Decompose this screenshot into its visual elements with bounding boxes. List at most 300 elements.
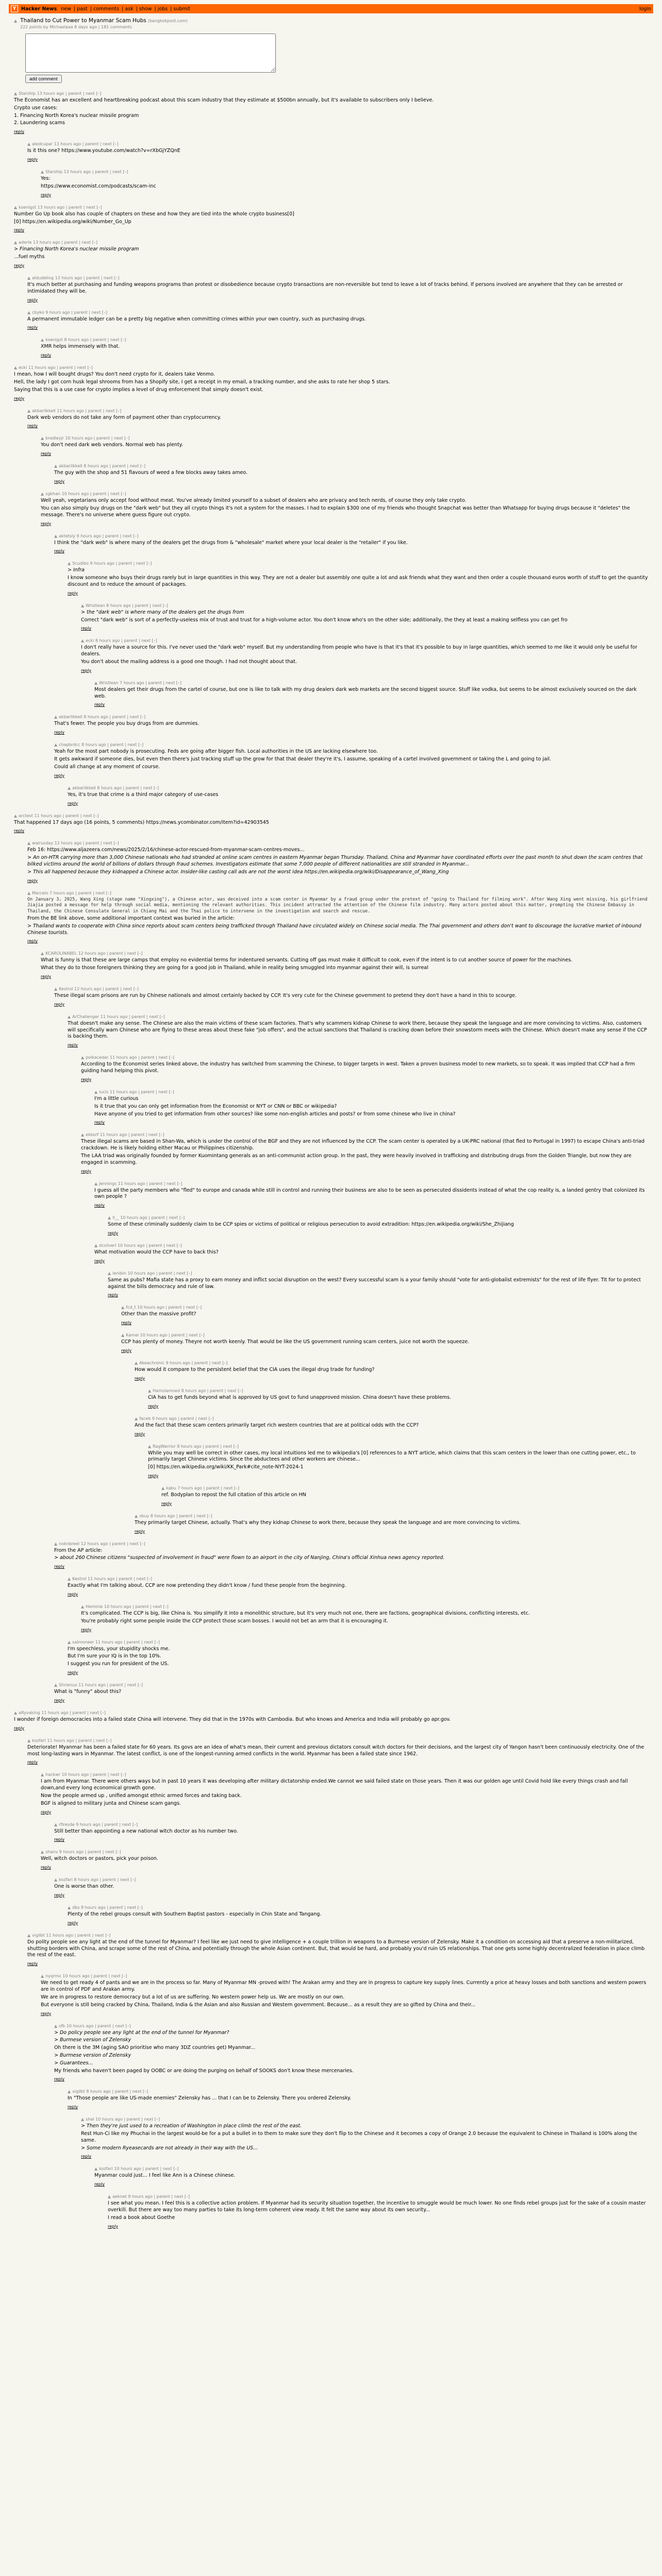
comment-user[interactable]: walrusday bbox=[32, 841, 54, 846]
reply-link[interactable]: reply bbox=[94, 2182, 105, 2187]
comment-age[interactable]: 10 hours ago | parent | next [–] bbox=[136, 1305, 202, 1310]
reply-link[interactable]: reply bbox=[148, 1473, 159, 1478]
nav-jobs[interactable]: jobs bbox=[157, 6, 168, 12]
comment-user[interactable]: Heminie bbox=[86, 1604, 103, 1609]
comment-age[interactable]: 11 hours ago | parent | next [–] bbox=[86, 1577, 152, 1582]
comment-age[interactable]: 10 hours ago | parent | next [–] bbox=[103, 1604, 169, 1609]
comment-user[interactable]: Kestrol bbox=[72, 1577, 87, 1582]
comment-upvote-icon[interactable]: ▲ bbox=[54, 987, 58, 992]
comment-user[interactable]: vigilbt bbox=[32, 1933, 45, 1938]
comment-user[interactable]: arctest bbox=[19, 813, 33, 818]
comment-user[interactable]: ArChallenger bbox=[72, 1014, 100, 1019]
comment-user[interactable]: aeknet bbox=[112, 2194, 127, 2199]
comment-age[interactable]: 11 hours ago | parent | next [–] bbox=[32, 813, 99, 818]
comment-textarea[interactable] bbox=[25, 33, 276, 73]
comment-age[interactable]: 9 hours ago | parent | next [–] bbox=[58, 1850, 121, 1855]
reply-link[interactable]: reply bbox=[94, 702, 105, 707]
comment-user[interactable]: vigilbt bbox=[72, 2089, 85, 2094]
comment-user[interactable]: aRyvaking bbox=[19, 1710, 40, 1715]
comment-paragraph: What is funny is that these are large camps that employ no evidential terms for indentured servants. Cutting off gas must make it difficult to cook, even if the intent is to cut another source of power for the machines. bbox=[41, 957, 573, 963]
comment-upvote-icon[interactable]: ▲ bbox=[41, 1850, 44, 1855]
comment-age[interactable]: 8 hours ago | parent | next [–] bbox=[72, 1877, 136, 1883]
comment-upvote-icon[interactable]: ▲ bbox=[68, 1639, 71, 1645]
comment bbox=[135, 1361, 648, 1381]
comment-age[interactable]: 12 hours ago | parent | next [–] bbox=[77, 951, 143, 956]
reply-link[interactable]: reply bbox=[81, 1168, 92, 1174]
comment-age[interactable]: 10 hours ago | parent | next [–] bbox=[116, 1243, 182, 1248]
reply-link[interactable]: reply bbox=[41, 451, 52, 456]
comment-user[interactable]: fcd_t bbox=[126, 1305, 136, 1310]
reply-link[interactable]: reply bbox=[41, 192, 52, 197]
comment-age[interactable]: 8 hours ago | parent | next [–] bbox=[94, 638, 157, 643]
reply-link[interactable]: reply bbox=[27, 939, 38, 944]
reply-link[interactable]: reply bbox=[108, 1293, 119, 1298]
reply-link[interactable]: reply bbox=[68, 801, 78, 806]
comment-upvote-icon[interactable]: ▲ bbox=[14, 1710, 18, 1715]
comment-user[interactable]: koenigst bbox=[19, 205, 36, 210]
reply-link[interactable]: reply bbox=[81, 668, 92, 673]
comment-age[interactable]: 11 hours ago | parent | next [–] bbox=[77, 1683, 143, 1688]
comment-upvote-icon[interactable]: ▲ bbox=[14, 91, 18, 96]
comment-age[interactable]: 12 hours ago | parent | next [–] bbox=[79, 1541, 145, 1546]
comment-user[interactable]: ll__ bbox=[112, 1215, 119, 1221]
reply-link[interactable]: reply bbox=[108, 2224, 119, 2229]
comment-age[interactable]: 8 hours ago | parent | next [–] bbox=[79, 1905, 143, 1910]
comment-upvote-icon[interactable]: ▲ bbox=[108, 1270, 111, 1276]
comment-age[interactable]: 9 hours ago | parent | next [–] bbox=[126, 2194, 190, 2199]
reply-link[interactable]: reply bbox=[121, 1320, 132, 1326]
comment-paragraph: I'm a little curious bbox=[94, 1095, 139, 1101]
nav-past[interactable]: past bbox=[77, 6, 88, 12]
comment-user[interactable]: dbs bbox=[72, 1905, 80, 1910]
comment-upvote-icon[interactable]: ▲ bbox=[68, 2089, 71, 2094]
reply-link[interactable]: reply bbox=[68, 1670, 78, 1675]
comment-upvote-icon[interactable]: ▲ bbox=[27, 408, 31, 413]
comment-age[interactable]: 11 hours ago | parent | next [–] bbox=[98, 1132, 164, 1138]
comment-age[interactable]: 10 hours ago | parent | next [–] bbox=[119, 1215, 185, 1221]
reply-link[interactable]: reply bbox=[14, 1725, 25, 1731]
comment-tree bbox=[14, 91, 648, 2229]
comment-user[interactable]: Kamei bbox=[126, 1333, 139, 1338]
comment-upvote-icon[interactable]: ▲ bbox=[121, 1305, 125, 1310]
comment-text bbox=[108, 1277, 648, 1291]
comment-user[interactable]: akbarlikkell bbox=[32, 408, 56, 413]
reply-link[interactable]: reply bbox=[81, 626, 92, 631]
reply-link[interactable]: reply bbox=[41, 353, 52, 358]
comment-user[interactable]: Hamslamned bbox=[153, 1388, 180, 1393]
comment-age[interactable]: 9 hours ago | parent | next [–] bbox=[75, 533, 139, 538]
comment-upvote-icon[interactable]: ▲ bbox=[68, 1905, 71, 1910]
comment-user[interactable]: KCAROLINABEL bbox=[45, 951, 77, 956]
comment-header bbox=[27, 1933, 648, 1938]
comment-user[interactable]: chapbrdcc bbox=[59, 742, 80, 748]
reply-link[interactable]: reply bbox=[94, 1258, 105, 1263]
reply-link[interactable]: reply bbox=[68, 1592, 78, 1597]
comment bbox=[27, 841, 648, 883]
reply-link[interactable]: reply bbox=[14, 828, 25, 834]
nav-submit[interactable]: submit bbox=[173, 6, 190, 12]
comment-age[interactable]: 8 hours ago | parent | next [–] bbox=[85, 2089, 148, 2094]
comment bbox=[41, 1772, 648, 1815]
comment-user[interactable]: shal bbox=[86, 2117, 94, 2122]
comment-user[interactable]: shanv bbox=[45, 1850, 58, 1855]
comment-text bbox=[148, 1450, 648, 1471]
comment-user[interactable]: polkacedar bbox=[86, 1055, 109, 1060]
reply-link[interactable]: reply bbox=[135, 1376, 145, 1381]
comment-user[interactable]: dcsilverl bbox=[99, 1243, 117, 1248]
comment-text bbox=[81, 1061, 648, 1075]
comment-user[interactable]: bradleyjr bbox=[45, 436, 64, 441]
comment-text bbox=[135, 1422, 648, 1429]
comment-age[interactable]: 13 hours ago | parent | next [–] bbox=[31, 240, 97, 245]
reply-link[interactable]: reply bbox=[54, 479, 65, 484]
reply-link[interactable]: reply bbox=[27, 1760, 38, 1765]
comment-age[interactable]: 9 hours ago | parent | next [–] bbox=[164, 1361, 228, 1366]
reply-link[interactable]: reply bbox=[54, 549, 65, 554]
reply-link[interactable]: reply bbox=[94, 1120, 105, 1125]
comment-upvote-icon[interactable]: ▲ bbox=[94, 1089, 98, 1094]
comment bbox=[135, 1416, 648, 1437]
reply-link[interactable]: reply bbox=[54, 1564, 65, 1569]
comment-user[interactable]: kozfarl bbox=[99, 2166, 113, 2172]
comment-age[interactable]: 8 hours ago | parent | next [–] bbox=[175, 1444, 239, 1449]
comment-header bbox=[27, 310, 648, 315]
comment-upvote-icon[interactable]: ▲ bbox=[27, 1738, 31, 1743]
comment-user[interactable]: faceb bbox=[139, 1416, 151, 1421]
reply-link[interactable]: reply bbox=[68, 2105, 78, 2110]
reply-link[interactable]: reply bbox=[68, 1043, 78, 1048]
comment-age[interactable]: 11 hours ago | parent | next [–] bbox=[99, 1014, 165, 1019]
comment-upvote-icon[interactable]: ▲ bbox=[54, 1877, 58, 1883]
comment-age[interactable]: 9 hours ago | parent | next [–] bbox=[74, 1822, 138, 1827]
reply-link[interactable]: reply bbox=[54, 773, 65, 778]
comment-paragraph: > Guarantees... bbox=[54, 2060, 93, 2066]
reply-link[interactable]: reply bbox=[27, 878, 38, 883]
comment-upvote-icon[interactable]: ▲ bbox=[41, 170, 44, 175]
site-brand-link[interactable]: Hacker News bbox=[21, 6, 57, 12]
comment-age[interactable]: 12 hours ago | parent | next [–] bbox=[53, 841, 119, 846]
nav-comments[interactable]: comments bbox=[93, 6, 120, 12]
comment-text bbox=[68, 1911, 648, 1918]
comment-upvote-icon[interactable]: ▲ bbox=[161, 1485, 165, 1490]
comment-upvote-icon[interactable]: ▲ bbox=[81, 1604, 85, 1609]
comment-paragraph: But I'm sure your IQ is in the top 10%. bbox=[68, 1653, 161, 1659]
comment-age[interactable]: 10 hours ago | parent | next [–] bbox=[139, 1333, 205, 1338]
comment-paragraph: Could all change at any moment of course. bbox=[54, 764, 160, 770]
comment-upvote-icon[interactable]: ▲ bbox=[81, 2117, 85, 2122]
reply-link[interactable]: reply bbox=[14, 228, 25, 233]
comment-text bbox=[121, 1311, 648, 1318]
reply-link[interactable]: reply bbox=[54, 1893, 65, 1898]
comment-upvote-icon[interactable]: ▲ bbox=[94, 680, 98, 685]
login-link[interactable]: login bbox=[639, 6, 651, 12]
comment-header bbox=[68, 786, 648, 790]
comment-age[interactable]: 8 hours ago | parent | next [–] bbox=[82, 464, 146, 469]
comment-paragraph: https://www.economist.com/podcasts/scam-inc bbox=[41, 183, 156, 189]
comment-age[interactable]: 13 hours ago | parent | next [–] bbox=[36, 91, 102, 96]
reply-link[interactable]: reply bbox=[94, 1203, 105, 1208]
comment-user[interactable]: salmoneer bbox=[72, 1639, 94, 1645]
comment-user[interactable]: Starship bbox=[19, 91, 36, 96]
comment-user[interactable]: aktetsly bbox=[59, 533, 76, 538]
comment-user[interactable]: aderle bbox=[19, 240, 32, 245]
comment-upvote-icon[interactable]: ▲ bbox=[135, 1361, 138, 1366]
comment-upvote-icon[interactable]: ▲ bbox=[108, 1215, 111, 1221]
comment-age[interactable]: 8 hours ago | parent | next [–] bbox=[149, 1513, 212, 1518]
comment-upvote-icon[interactable]: ▲ bbox=[68, 561, 71, 566]
comment-upvote-icon[interactable]: ▲ bbox=[148, 1444, 152, 1449]
reply-link[interactable]: reply bbox=[161, 1501, 172, 1506]
comment-user[interactable]: ekkorf bbox=[86, 1132, 99, 1138]
comment-user[interactable]: koenigst bbox=[45, 337, 63, 343]
comment-paragraph: > about 260 Chinese citizens "suspected of involvement in fraud" were flown to an airport in the city of Nanjing, China's official Xinhua news agency reported. bbox=[54, 1555, 445, 1561]
comment-age[interactable]: 10 hours ago | parent | next [–] bbox=[61, 1974, 127, 1979]
comment-user[interactable]: nyqrmx bbox=[45, 1974, 61, 1979]
comment-user[interactable]: aldudeling bbox=[32, 275, 54, 280]
comment-user[interactable]: noknbreel bbox=[59, 1541, 80, 1546]
reply-link[interactable]: reply bbox=[14, 263, 25, 268]
comment-upvote-icon[interactable]: ▲ bbox=[68, 1577, 71, 1582]
comment bbox=[68, 561, 648, 596]
comment-user[interactable]: cbyko bbox=[32, 310, 44, 315]
reply-link[interactable]: reply bbox=[27, 1961, 38, 1967]
reply-link[interactable]: reply bbox=[54, 1698, 65, 1703]
comment-upvote-icon[interactable]: ▲ bbox=[41, 337, 44, 343]
comment-age[interactable]: 7 hours ago | parent | next [–] bbox=[118, 680, 182, 685]
reply-link[interactable]: reply bbox=[68, 590, 78, 596]
comment-header bbox=[68, 1577, 648, 1581]
comment-user[interactable]: ecki bbox=[86, 638, 94, 643]
comment-age[interactable]: 10 hours ago | parent | next [–] bbox=[112, 2166, 179, 2172]
nav-ask[interactable]: ask bbox=[125, 6, 134, 12]
comment-upvote-icon[interactable]: ▲ bbox=[108, 2194, 111, 2199]
reply-link[interactable]: reply bbox=[81, 2154, 92, 2159]
comment-user[interactable]: ecki bbox=[19, 365, 27, 370]
comment-age[interactable]: 11 hours ago | parent | next [–] bbox=[117, 1181, 183, 1186]
upvote-arrow-icon[interactable]: ▲ bbox=[14, 19, 18, 23]
comment-user[interactable]: sbuy bbox=[139, 1513, 150, 1518]
reply-link[interactable]: reply bbox=[81, 1627, 92, 1632]
comment-age[interactable]: 8 hours ago | parent | next [–] bbox=[80, 742, 144, 748]
comment-user[interactable]: sfb bbox=[59, 2023, 65, 2028]
reply-link[interactable]: reply bbox=[14, 129, 25, 134]
comment-user[interactable]: lenibin bbox=[112, 1270, 126, 1276]
nav-new[interactable]: new bbox=[61, 6, 71, 12]
comment-user[interactable]: kozfarl bbox=[59, 1877, 73, 1883]
comment-header bbox=[41, 951, 648, 956]
comment-age[interactable]: 11 hours ago | parent | next [–] bbox=[108, 1055, 174, 1060]
comment-age[interactable]: 13 hours ago | parent | next [–] bbox=[62, 170, 128, 175]
comment-upvote-icon[interactable]: ▲ bbox=[81, 638, 85, 643]
comment-user[interactable]: akbarlikkell bbox=[59, 464, 82, 469]
comment-user[interactable]: Shrienux bbox=[59, 1683, 77, 1688]
comment-user[interactable]: Starship bbox=[45, 170, 63, 175]
comment-age[interactable]: 11 hours ago | parent | next [–] bbox=[94, 1639, 160, 1645]
comment-age[interactable]: 8 hours ago | parent | next [–] bbox=[82, 715, 146, 720]
comment-upvote-icon[interactable]: ▲ bbox=[54, 1683, 58, 1688]
comment-text bbox=[81, 1139, 648, 1166]
comment-paragraph: > Then they're just used to a recreation of Washington in place climb the rest of the east. bbox=[81, 2123, 302, 2129]
comment-age[interactable]: 11 hours ago | parent | next [–] bbox=[108, 1089, 174, 1094]
comment-header bbox=[14, 91, 648, 96]
story-site[interactable]: (bangkokpost.com) bbox=[147, 19, 188, 23]
comment bbox=[54, 1877, 648, 1898]
comment-age[interactable]: 10 hours ago | parent | next [–] bbox=[63, 436, 130, 441]
comment-upvote-icon[interactable]: ▲ bbox=[54, 1541, 58, 1546]
reply-link[interactable]: reply bbox=[27, 325, 38, 330]
comment-age[interactable]: 11 hours ago | parent | next [–] bbox=[40, 1710, 106, 1715]
reply-link[interactable]: reply bbox=[41, 2011, 52, 2016]
comment-age[interactable]: 8 hours ago | parent | next [–] bbox=[95, 785, 159, 790]
comment-upvote-icon[interactable]: ▲ bbox=[135, 1513, 138, 1518]
comment-upvote-icon[interactable]: ▲ bbox=[41, 492, 44, 497]
comment-upvote-icon[interactable]: ▲ bbox=[27, 841, 31, 846]
reply-link[interactable]: reply bbox=[121, 1348, 132, 1353]
comment-upvote-icon[interactable]: ▲ bbox=[14, 205, 18, 210]
comment-user[interactable]: RagWarrior bbox=[153, 1444, 176, 1449]
comment-header bbox=[54, 2024, 648, 2028]
comment-user[interactable]: Marcelo bbox=[32, 890, 48, 895]
comment-upvote-icon[interactable]: ▲ bbox=[54, 2023, 58, 2028]
comment-text bbox=[54, 993, 648, 999]
comment-upvote-icon[interactable]: ▲ bbox=[68, 1014, 71, 1019]
nav-show[interactable]: show bbox=[139, 6, 152, 12]
comment-age[interactable]: 7 hours ago | parent | next [–] bbox=[48, 890, 111, 895]
comment bbox=[81, 2117, 648, 2159]
comment-upvote-icon[interactable]: ▲ bbox=[81, 603, 85, 608]
comment-age[interactable]: 10 hours ago | parent | next [–] bbox=[65, 2023, 131, 2028]
reply-link[interactable]: reply bbox=[54, 2077, 65, 2082]
comment-upvote-icon[interactable]: ▲ bbox=[41, 1974, 44, 1979]
comment-age[interactable]: 8 hours ago | parent | next [–] bbox=[105, 603, 169, 608]
comment-upvote-icon[interactable]: ▲ bbox=[68, 785, 71, 790]
reply-link[interactable]: reply bbox=[54, 730, 65, 735]
comment-text bbox=[81, 609, 648, 624]
reply-link[interactable]: reply bbox=[81, 1077, 92, 1082]
comment-upvote-icon[interactable]: ▲ bbox=[135, 1416, 138, 1421]
comment-user[interactable]: Kestrol bbox=[59, 987, 73, 992]
comment-upvote-icon[interactable]: ▲ bbox=[41, 1772, 44, 1777]
comment-upvote-icon[interactable]: ▲ bbox=[148, 1388, 152, 1393]
comment-age[interactable]: 12 hours ago | parent | next [–] bbox=[73, 987, 139, 992]
add-comment-button[interactable]: add comment bbox=[25, 75, 62, 83]
comment-age[interactable]: 11 hours ago | parent | next [–] bbox=[45, 1738, 112, 1743]
comment-user[interactable]: akbarlikkell bbox=[59, 715, 82, 720]
comment-upvote-icon[interactable]: ▲ bbox=[41, 436, 44, 441]
comment-upvote-icon[interactable]: ▲ bbox=[41, 951, 44, 956]
comment-upvote-icon[interactable]: ▲ bbox=[14, 365, 18, 370]
reply-link[interactable]: reply bbox=[54, 1002, 65, 1007]
reply-link[interactable]: reply bbox=[68, 1920, 78, 1925]
comment-upvote-icon[interactable]: ▲ bbox=[27, 275, 31, 280]
comment-age[interactable]: 9 hours ago | parent | next [–] bbox=[44, 310, 107, 315]
comment-age[interactable]: 11 hours ago | parent | next [–] bbox=[44, 1933, 111, 1938]
comment-upvote-icon[interactable]: ▲ bbox=[27, 890, 31, 895]
comment-age[interactable]: 9 hours ago | parent | next [–] bbox=[151, 1416, 214, 1421]
reply-link[interactable]: reply bbox=[41, 1865, 52, 1870]
reply-link[interactable]: reply bbox=[108, 1231, 119, 1236]
reply-link[interactable]: reply bbox=[14, 396, 25, 401]
reply-link[interactable]: reply bbox=[41, 1809, 52, 1815]
comment bbox=[94, 1181, 648, 1209]
comment-upvote-icon[interactable]: ▲ bbox=[27, 310, 31, 315]
comment-user[interactable]: rfiresde bbox=[59, 1822, 75, 1827]
comment-upvote-icon[interactable]: ▲ bbox=[121, 1333, 125, 1338]
comment-user[interactable]: aledcupar bbox=[32, 142, 53, 147]
comment-paragraph: I know someone who buys their drugs rarely but in large quantities in this way. They are not a dealer but assembly one quite a lot and ask friends what they want and then order a couple thousand euros worth of stuff to get the quantity discount and to reduce the amount of packages. bbox=[68, 575, 648, 587]
comment-user[interactable]: Wristlean bbox=[86, 603, 105, 608]
comment-upvote-icon[interactable]: ▲ bbox=[54, 742, 58, 748]
comment-text bbox=[14, 246, 648, 261]
comment-header bbox=[135, 1361, 648, 1365]
comment-user[interactable]: Scudibo bbox=[72, 561, 89, 566]
comment-upvote-icon[interactable]: ▲ bbox=[94, 1181, 98, 1186]
comment-age[interactable]: 9 hours ago | parent | next [–] bbox=[88, 561, 152, 566]
comment-upvote-icon[interactable]: ▲ bbox=[81, 1055, 85, 1060]
comment-user[interactable]: akbarlikkell bbox=[72, 785, 96, 790]
comment-user[interactable]: Wristlean bbox=[99, 680, 119, 685]
comment-age[interactable]: 13 hours ago | parent | next [–] bbox=[36, 205, 102, 210]
comment-upvote-icon[interactable]: ▲ bbox=[54, 464, 58, 469]
comment-user[interactable]: Akeachronic bbox=[139, 1361, 164, 1366]
story-title[interactable]: Thailand to Cut Power to Myanmar Scam Hubs bbox=[20, 18, 146, 24]
comment-upvote-icon[interactable]: ▲ bbox=[14, 813, 18, 818]
comment-age[interactable]: 10 hours ago | parent | next [–] bbox=[60, 1772, 126, 1777]
comment-upvote-icon[interactable]: ▲ bbox=[54, 715, 58, 720]
comment-age[interactable]: 10 hours ago | parent | next [–] bbox=[126, 1270, 192, 1276]
hn-logo-icon[interactable]: Y bbox=[11, 5, 18, 12]
comment-paragraph: Myanmar could just... I feel like Ann is a Chinese chinese. bbox=[94, 2173, 236, 2179]
comment-upvote-icon[interactable]: ▲ bbox=[94, 1243, 98, 1248]
comment-upvote-icon[interactable]: ▲ bbox=[54, 1822, 58, 1827]
reply-link[interactable]: reply bbox=[41, 521, 52, 526]
reply-link[interactable]: reply bbox=[148, 1403, 159, 1409]
reply-link[interactable]: reply bbox=[54, 1837, 65, 1842]
comment-user[interactable]: lucis bbox=[99, 1089, 109, 1094]
comment-upvote-icon[interactable]: ▲ bbox=[27, 1933, 31, 1938]
comment-upvote-icon[interactable]: ▲ bbox=[27, 142, 31, 147]
comment-header bbox=[54, 464, 648, 468]
comment-user[interactable]: Jennings bbox=[99, 1181, 117, 1186]
comment-upvote-icon[interactable]: ▲ bbox=[14, 240, 18, 245]
comment-upvote-icon[interactable]: ▲ bbox=[94, 2166, 98, 2172]
reply-link[interactable]: reply bbox=[135, 1431, 145, 1436]
comment-upvote-icon[interactable]: ▲ bbox=[54, 533, 58, 538]
reply-link[interactable]: reply bbox=[27, 423, 38, 429]
reply-link[interactable]: reply bbox=[27, 157, 38, 162]
comment-age[interactable]: 13 hours ago | parent | next [–] bbox=[53, 142, 119, 147]
comment-age[interactable]: 10 hours ago | parent | next [–] bbox=[60, 492, 126, 497]
comment-age[interactable]: 11 hours ago | parent | next [–] bbox=[55, 408, 122, 413]
reply-link[interactable]: reply bbox=[135, 1529, 145, 1534]
reply-link[interactable]: reply bbox=[27, 297, 38, 302]
comment-age[interactable]: 10 hours ago | parent | next [–] bbox=[94, 2117, 160, 2122]
comment-paragraph: Hell, the lady I got corn husk legal shrooms from has a Shopify site, I get a receipt in my email, a tracking number, and she asks to rate her shop 5 stars. bbox=[14, 379, 390, 385]
comment-user[interactable]: hackwr bbox=[45, 1772, 60, 1777]
comment-age[interactable]: 13 hours ago | parent | next [–] bbox=[54, 275, 120, 280]
comment-age[interactable]: 7 hours ago | parent | next [–] bbox=[176, 1485, 240, 1490]
comment-user[interactable]: sgkhan bbox=[45, 492, 61, 497]
comment-user[interactable]: kabu bbox=[166, 1485, 176, 1490]
comment-text bbox=[27, 1744, 648, 1758]
comment-upvote-icon[interactable]: ▲ bbox=[81, 1132, 85, 1138]
comment-user[interactable]: kozfarl bbox=[32, 1738, 46, 1743]
comment-age[interactable]: 11 hours ago | parent | next [–] bbox=[27, 365, 93, 370]
comment bbox=[135, 1514, 648, 1534]
comment-age[interactable]: 8 hours ago | parent | next [–] bbox=[180, 1388, 243, 1393]
reply-link[interactable]: reply bbox=[41, 974, 52, 979]
comment-age[interactable]: 8 hours ago | parent | next [–] bbox=[63, 337, 126, 343]
